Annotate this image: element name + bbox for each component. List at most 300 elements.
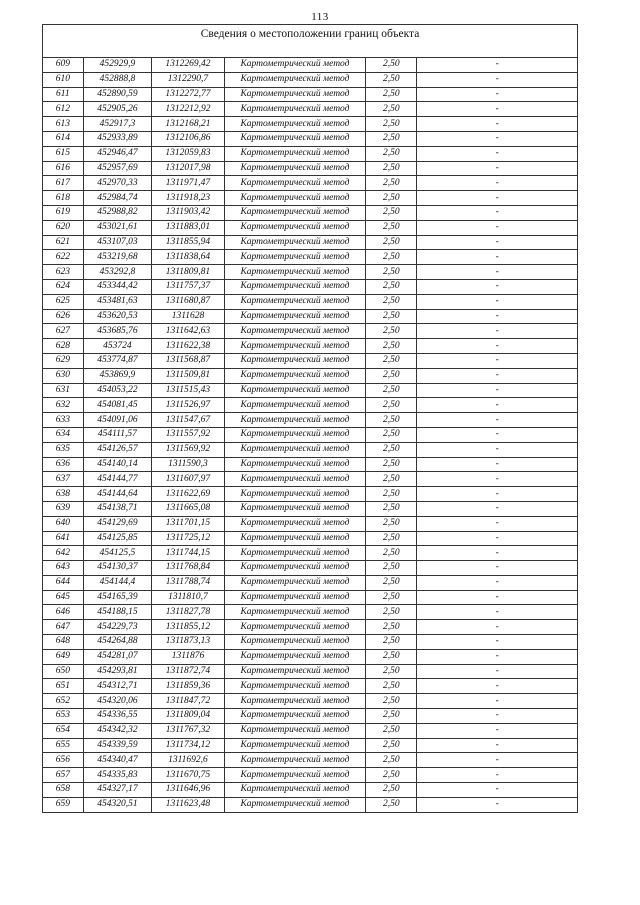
- method-cell: Картометрический метод: [224, 265, 365, 280]
- method-cell: Картометрический метод: [224, 368, 365, 383]
- precision-cell: 2,50: [366, 605, 417, 620]
- table-row: [43, 131, 578, 146]
- coordinate-x-cell: 452888,8: [83, 72, 151, 87]
- coordinate-x-cell: 454053,22: [83, 383, 151, 398]
- coordinate-x-cell: 454140,14: [83, 457, 151, 472]
- precision-cell: 2,50: [366, 87, 417, 102]
- table-row: [43, 398, 578, 413]
- point-number-cell: 646: [43, 605, 84, 620]
- method-cell: Картометрический метод: [224, 383, 365, 398]
- coordinate-x-cell: 452917,3: [83, 117, 151, 132]
- coordinate-x-cell: 454342,32: [83, 723, 151, 738]
- coordinate-y-cell: 1312212,92: [152, 102, 225, 117]
- coordinate-x-cell: 454091,06: [83, 413, 151, 428]
- description-cell: -: [417, 590, 578, 605]
- page-number: 113: [311, 11, 329, 23]
- precision-cell: 2,50: [366, 220, 417, 235]
- precision-cell: 2,50: [366, 738, 417, 753]
- method-cell: Картометрический метод: [224, 590, 365, 605]
- description-cell: -: [417, 487, 578, 502]
- coordinate-y-cell: 1311665,08: [152, 501, 225, 516]
- description-cell: -: [417, 117, 578, 132]
- description-cell: -: [417, 279, 578, 294]
- table-row: [43, 353, 578, 368]
- table-row: [43, 205, 578, 220]
- point-number-cell: 659: [43, 797, 84, 812]
- coordinate-x-cell: 454144,64: [83, 487, 151, 502]
- point-number-cell: 625: [43, 294, 84, 309]
- coordinate-x-cell: 454327,17: [83, 783, 151, 798]
- description-cell: -: [417, 324, 578, 339]
- method-cell: Картометрический метод: [224, 738, 365, 753]
- precision-cell: 2,50: [366, 487, 417, 502]
- description-cell: -: [417, 546, 578, 561]
- coordinate-y-cell: 1311827,78: [152, 605, 225, 620]
- coordinate-x-cell: 454126,57: [83, 442, 151, 457]
- coordinate-y-cell: 1311734,12: [152, 738, 225, 753]
- coordinate-y-cell: 1311971,47: [152, 176, 225, 191]
- coordinate-x-cell: 454144,4: [83, 575, 151, 590]
- table-row: [43, 220, 578, 235]
- coordinate-y-cell: 1311642,63: [152, 324, 225, 339]
- precision-cell: 2,50: [366, 353, 417, 368]
- point-number-cell: 612: [43, 102, 84, 117]
- point-number-cell: 623: [43, 265, 84, 280]
- table-row: [43, 250, 578, 265]
- precision-cell: 2,50: [366, 146, 417, 161]
- coordinate-x-cell: 454320,06: [83, 694, 151, 709]
- coordinate-x-cell: 454264,88: [83, 635, 151, 650]
- coordinate-y-cell: 1311855,12: [152, 620, 225, 635]
- description-cell: -: [417, 383, 578, 398]
- coordinate-y-cell: 1311809,81: [152, 265, 225, 280]
- table-row: [43, 738, 578, 753]
- precision-cell: 2,50: [366, 205, 417, 220]
- table-row: [43, 117, 578, 132]
- coordinate-x-cell: 454293,81: [83, 664, 151, 679]
- method-cell: Картометрический метод: [224, 324, 365, 339]
- method-cell: Картометрический метод: [224, 87, 365, 102]
- coordinate-y-cell: 1312059,83: [152, 146, 225, 161]
- coordinate-y-cell: 1312290,7: [152, 72, 225, 87]
- description-cell: -: [417, 516, 578, 531]
- method-cell: Картометрический метод: [224, 279, 365, 294]
- table-title-row: [43, 25, 578, 44]
- description-cell: -: [417, 664, 578, 679]
- method-cell: Картометрический метод: [224, 620, 365, 635]
- method-cell: Картометрический метод: [224, 649, 365, 664]
- coordinate-x-cell: 454144,77: [83, 472, 151, 487]
- description-cell: -: [417, 339, 578, 354]
- coordinate-y-cell: 1311607,97: [152, 472, 225, 487]
- method-cell: Картометрический метод: [224, 250, 365, 265]
- method-cell: Картометрический метод: [224, 117, 365, 132]
- point-number-cell: 650: [43, 664, 84, 679]
- precision-cell: 2,50: [366, 250, 417, 265]
- coordinate-y-cell: 1311590,3: [152, 457, 225, 472]
- precision-cell: 2,50: [366, 279, 417, 294]
- description-cell: -: [417, 250, 578, 265]
- method-cell: Картометрический метод: [224, 635, 365, 650]
- table-row: [43, 191, 578, 206]
- description-cell: -: [417, 797, 578, 812]
- coordinate-y-cell: 1311872,74: [152, 664, 225, 679]
- coordinate-y-cell: 1311701,15: [152, 516, 225, 531]
- coordinate-y-cell: 1311547,67: [152, 413, 225, 428]
- point-number-cell: 633: [43, 413, 84, 428]
- coordinate-x-cell: 454281,07: [83, 649, 151, 664]
- point-number-cell: 614: [43, 131, 84, 146]
- description-cell: -: [417, 353, 578, 368]
- coordinate-x-cell: 452988,82: [83, 205, 151, 220]
- table-row: [43, 605, 578, 620]
- coordinate-x-cell: 453219,68: [83, 250, 151, 265]
- table-row: [43, 501, 578, 516]
- boundary-coordinates-table: [42, 24, 578, 813]
- coordinate-y-cell: 1311918,23: [152, 191, 225, 206]
- precision-cell: 2,50: [366, 72, 417, 87]
- precision-cell: 2,50: [366, 413, 417, 428]
- coordinate-y-cell: 1311622,38: [152, 339, 225, 354]
- coordinate-x-cell: 454165,39: [83, 590, 151, 605]
- precision-cell: 2,50: [366, 383, 417, 398]
- table-row: [43, 324, 578, 339]
- method-cell: Картометрический метод: [224, 753, 365, 768]
- precision-cell: 2,50: [366, 131, 417, 146]
- coordinate-y-cell: 1311670,75: [152, 768, 225, 783]
- table-row: [43, 487, 578, 502]
- precision-cell: 2,50: [366, 709, 417, 724]
- precision-cell: 2,50: [366, 590, 417, 605]
- coordinate-x-cell: 453107,03: [83, 235, 151, 250]
- point-number-cell: 624: [43, 279, 84, 294]
- precision-cell: 2,50: [366, 753, 417, 768]
- coordinate-y-cell: 1311873,13: [152, 635, 225, 650]
- precision-cell: 2,50: [366, 102, 417, 117]
- method-cell: Картометрический метод: [224, 797, 365, 812]
- description-cell: -: [417, 58, 578, 73]
- table-row: [43, 368, 578, 383]
- point-number-cell: 658: [43, 783, 84, 798]
- coordinate-x-cell: 454081,45: [83, 398, 151, 413]
- coordinate-y-cell: 1311847,72: [152, 694, 225, 709]
- coordinate-y-cell: 1311622,69: [152, 487, 225, 502]
- point-number-cell: 642: [43, 546, 84, 561]
- description-cell: -: [417, 87, 578, 102]
- description-cell: -: [417, 501, 578, 516]
- table-row: [43, 723, 578, 738]
- table-row: [43, 546, 578, 561]
- point-number-cell: 640: [43, 516, 84, 531]
- method-cell: Картометрический метод: [224, 205, 365, 220]
- point-number-cell: 637: [43, 472, 84, 487]
- point-number-cell: 647: [43, 620, 84, 635]
- coordinate-y-cell: 1312272,77: [152, 87, 225, 102]
- description-cell: -: [417, 709, 578, 724]
- precision-cell: 2,50: [366, 117, 417, 132]
- description-cell: -: [417, 649, 578, 664]
- point-number-cell: 618: [43, 191, 84, 206]
- point-number-cell: 644: [43, 575, 84, 590]
- description-cell: -: [417, 723, 578, 738]
- table-row: [43, 413, 578, 428]
- coordinate-x-cell: 452946,47: [83, 146, 151, 161]
- coordinate-x-cell: 454340,47: [83, 753, 151, 768]
- table-row: [43, 309, 578, 324]
- method-cell: Картометрический метод: [224, 783, 365, 798]
- precision-cell: 2,50: [366, 679, 417, 694]
- method-cell: Картометрический метод: [224, 72, 365, 87]
- description-cell: -: [417, 191, 578, 206]
- coordinate-x-cell: 453344,42: [83, 279, 151, 294]
- table-row: [43, 294, 578, 309]
- method-cell: Картометрический метод: [224, 102, 365, 117]
- precision-cell: 2,50: [366, 561, 417, 576]
- table-row: [43, 339, 578, 354]
- coordinate-y-cell: 1311903,42: [152, 205, 225, 220]
- point-number-cell: 652: [43, 694, 84, 709]
- point-number-cell: 620: [43, 220, 84, 235]
- coordinate-x-cell: 452984,74: [83, 191, 151, 206]
- coordinate-y-cell: 1311692,6: [152, 753, 225, 768]
- table-row: [43, 709, 578, 724]
- table-row: [43, 72, 578, 87]
- method-cell: Картометрический метод: [224, 723, 365, 738]
- method-cell: Картометрический метод: [224, 487, 365, 502]
- table-row: [43, 457, 578, 472]
- coordinate-y-cell: 1311883,01: [152, 220, 225, 235]
- point-number-cell: 649: [43, 649, 84, 664]
- method-cell: Картометрический метод: [224, 531, 365, 546]
- coordinate-x-cell: 454125,85: [83, 531, 151, 546]
- table-row: [43, 87, 578, 102]
- table-row: [43, 176, 578, 191]
- coordinate-x-cell: 453724: [83, 339, 151, 354]
- method-cell: Картометрический метод: [224, 235, 365, 250]
- description-cell: -: [417, 265, 578, 280]
- description-cell: -: [417, 368, 578, 383]
- coordinate-x-cell: 454129,69: [83, 516, 151, 531]
- table-spacer-row: [43, 43, 578, 58]
- table-row: [43, 265, 578, 280]
- point-number-cell: 638: [43, 487, 84, 502]
- table-row: [43, 694, 578, 709]
- coordinate-x-cell: 452957,69: [83, 161, 151, 176]
- method-cell: Картометрический метод: [224, 457, 365, 472]
- point-number-cell: 622: [43, 250, 84, 265]
- description-cell: -: [417, 575, 578, 590]
- coordinate-y-cell: 1311838,64: [152, 250, 225, 265]
- coordinate-x-cell: 453774,87: [83, 353, 151, 368]
- method-cell: Картометрический метод: [224, 501, 365, 516]
- description-cell: -: [417, 531, 578, 546]
- point-number-cell: 657: [43, 768, 84, 783]
- coordinate-x-cell: 454339,59: [83, 738, 151, 753]
- table-row: [43, 797, 578, 812]
- method-cell: Картометрический метод: [224, 516, 365, 531]
- table-row: [43, 679, 578, 694]
- table-row: [43, 575, 578, 590]
- precision-cell: 2,50: [366, 398, 417, 413]
- coordinate-y-cell: 1311526,97: [152, 398, 225, 413]
- point-number-cell: 636: [43, 457, 84, 472]
- method-cell: Картометрический метод: [224, 58, 365, 73]
- table-row: [43, 442, 578, 457]
- point-number-cell: 645: [43, 590, 84, 605]
- coordinate-y-cell: 1311810,7: [152, 590, 225, 605]
- method-cell: Картометрический метод: [224, 339, 365, 354]
- table-row: [43, 635, 578, 650]
- precision-cell: 2,50: [366, 531, 417, 546]
- table-row: [43, 561, 578, 576]
- coordinate-y-cell: 1311628: [152, 309, 225, 324]
- description-cell: -: [417, 176, 578, 191]
- point-number-cell: 656: [43, 753, 84, 768]
- coordinate-y-cell: 1311876: [152, 649, 225, 664]
- coordinate-x-cell: 454138,71: [83, 501, 151, 516]
- description-cell: -: [417, 457, 578, 472]
- precision-cell: 2,50: [366, 442, 417, 457]
- coordinate-x-cell: 454130,37: [83, 561, 151, 576]
- table-row: [43, 58, 578, 73]
- table-row: [43, 768, 578, 783]
- table-row: [43, 531, 578, 546]
- description-cell: -: [417, 442, 578, 457]
- description-cell: -: [417, 679, 578, 694]
- table-row: [43, 472, 578, 487]
- coordinate-x-cell: 454125,5: [83, 546, 151, 561]
- precision-cell: 2,50: [366, 546, 417, 561]
- coordinate-y-cell: 1311855,94: [152, 235, 225, 250]
- coordinate-x-cell: 454188,15: [83, 605, 151, 620]
- coordinate-y-cell: 1311568,87: [152, 353, 225, 368]
- description-cell: -: [417, 605, 578, 620]
- method-cell: Картометрический метод: [224, 575, 365, 590]
- method-cell: Картометрический метод: [224, 131, 365, 146]
- point-number-cell: 621: [43, 235, 84, 250]
- precision-cell: 2,50: [366, 161, 417, 176]
- coordinate-y-cell: 1312017,98: [152, 161, 225, 176]
- method-cell: Картометрический метод: [224, 709, 365, 724]
- table-row: [43, 620, 578, 635]
- description-cell: -: [417, 102, 578, 117]
- table-row: [43, 516, 578, 531]
- point-number-cell: 630: [43, 368, 84, 383]
- description-cell: -: [417, 694, 578, 709]
- coordinate-y-cell: 1312168,21: [152, 117, 225, 132]
- method-cell: Картометрический метод: [224, 605, 365, 620]
- description-cell: -: [417, 620, 578, 635]
- description-cell: -: [417, 783, 578, 798]
- method-cell: Картометрический метод: [224, 664, 365, 679]
- coordinate-x-cell: 452970,33: [83, 176, 151, 191]
- method-cell: Картометрический метод: [224, 546, 365, 561]
- description-cell: -: [417, 472, 578, 487]
- method-cell: Картометрический метод: [224, 427, 365, 442]
- precision-cell: 2,50: [366, 235, 417, 250]
- precision-cell: 2,50: [366, 265, 417, 280]
- description-cell: -: [417, 753, 578, 768]
- description-cell: -: [417, 294, 578, 309]
- coordinate-x-cell: 454312,71: [83, 679, 151, 694]
- coordinate-y-cell: 1311680,87: [152, 294, 225, 309]
- precision-cell: 2,50: [366, 294, 417, 309]
- table-row: [43, 146, 578, 161]
- point-number-cell: 627: [43, 324, 84, 339]
- method-cell: Картометрический метод: [224, 694, 365, 709]
- method-cell: Картометрический метод: [224, 220, 365, 235]
- method-cell: Картометрический метод: [224, 161, 365, 176]
- description-cell: -: [417, 738, 578, 753]
- point-number-cell: 628: [43, 339, 84, 354]
- precision-cell: 2,50: [366, 501, 417, 516]
- point-number-cell: 648: [43, 635, 84, 650]
- description-cell: -: [417, 161, 578, 176]
- point-number-cell: 643: [43, 561, 84, 576]
- coordinate-y-cell: 1311767,32: [152, 723, 225, 738]
- precision-cell: 2,50: [366, 427, 417, 442]
- coordinate-x-cell: 454336,55: [83, 709, 151, 724]
- method-cell: Картометрический метод: [224, 768, 365, 783]
- point-number-cell: 613: [43, 117, 84, 132]
- method-cell: Картометрический метод: [224, 309, 365, 324]
- method-cell: Картометрический метод: [224, 146, 365, 161]
- point-number-cell: 617: [43, 176, 84, 191]
- coordinate-y-cell: 1311859,36: [152, 679, 225, 694]
- point-number-cell: 629: [43, 353, 84, 368]
- precision-cell: 2,50: [366, 664, 417, 679]
- description-cell: -: [417, 309, 578, 324]
- coordinate-x-cell: 453685,76: [83, 324, 151, 339]
- coordinate-x-cell: 453869,9: [83, 368, 151, 383]
- description-cell: -: [417, 131, 578, 146]
- precision-cell: 2,50: [366, 516, 417, 531]
- point-number-cell: 615: [43, 146, 84, 161]
- table-row: [43, 783, 578, 798]
- point-number-cell: 639: [43, 501, 84, 516]
- coordinate-x-cell: 453292,8: [83, 265, 151, 280]
- point-number-cell: 611: [43, 87, 84, 102]
- method-cell: Картометрический метод: [224, 442, 365, 457]
- point-number-cell: 651: [43, 679, 84, 694]
- precision-cell: 2,50: [366, 620, 417, 635]
- precision-cell: 2,50: [366, 472, 417, 487]
- coordinate-x-cell: 454335,83: [83, 768, 151, 783]
- coordinate-y-cell: 1311515,43: [152, 383, 225, 398]
- coordinate-y-cell: 1311509,81: [152, 368, 225, 383]
- point-number-cell: 641: [43, 531, 84, 546]
- coordinate-y-cell: 1311569,92: [152, 442, 225, 457]
- coordinate-y-cell: 1311768,84: [152, 561, 225, 576]
- description-cell: -: [417, 398, 578, 413]
- coordinate-x-cell: 454320,51: [83, 797, 151, 812]
- table-row: [43, 279, 578, 294]
- coordinate-x-cell: 452905,26: [83, 102, 151, 117]
- description-cell: -: [417, 635, 578, 650]
- coordinate-x-cell: 453021,61: [83, 220, 151, 235]
- coordinate-y-cell: 1312269,42: [152, 58, 225, 73]
- method-cell: Картометрический метод: [224, 413, 365, 428]
- precision-cell: 2,50: [366, 324, 417, 339]
- description-cell: -: [417, 413, 578, 428]
- table-row: [43, 753, 578, 768]
- precision-cell: 2,50: [366, 309, 417, 324]
- coordinate-y-cell: 1311757,37: [152, 279, 225, 294]
- description-cell: -: [417, 235, 578, 250]
- table-row: [43, 383, 578, 398]
- section-title: Сведения о местоположении границ объекта: [43, 25, 578, 44]
- method-cell: Картометрический метод: [224, 294, 365, 309]
